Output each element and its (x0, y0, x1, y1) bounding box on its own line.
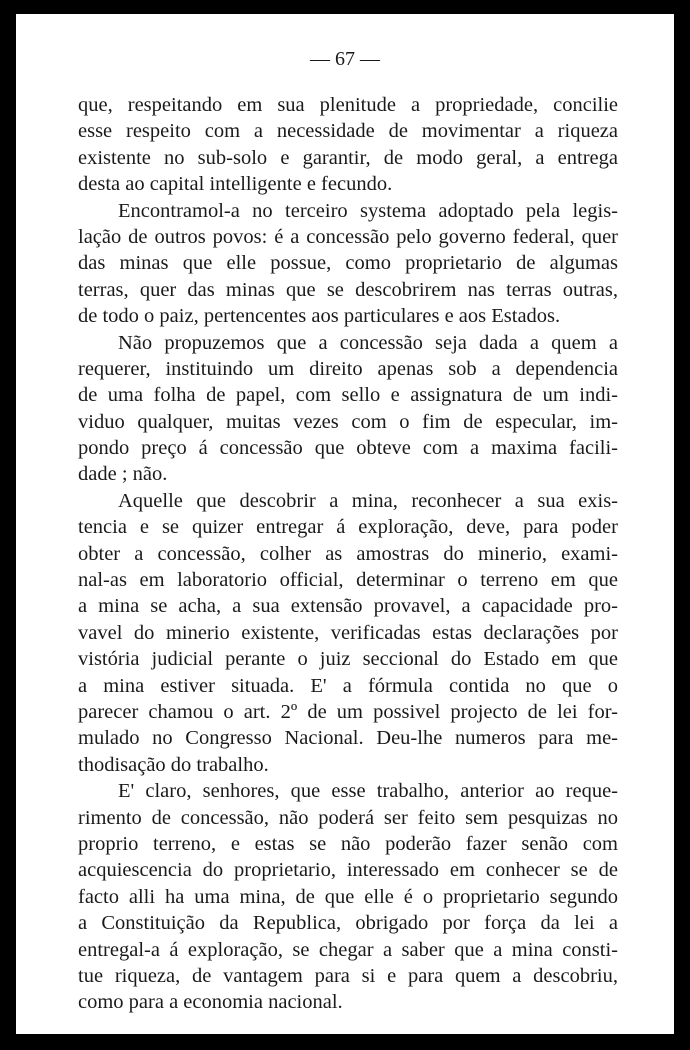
text-line: viduo qualquer, muitas vezes com o fim de especular, im- (78, 410, 618, 433)
page-number: — 67 — (310, 48, 380, 70)
text-line: facto alli ha uma mina, de que elle é o proprietario segundo (78, 885, 618, 908)
text-line: tencia e se quizer entregar á exploração, deve, para poder (78, 516, 618, 539)
text-line: existente no sub-solo e garantir, de modo geral, a entrega (78, 146, 618, 169)
text-line: que, respeitando em sua plenitude a propriedade, concilie (78, 94, 618, 116)
text-line: dade ; não. (78, 463, 168, 486)
text-line: como para a economia nacional. (78, 991, 343, 1014)
text-line: lação de outros povos: é a concessão pelo governo federal, quer (78, 225, 618, 248)
text-line: desta ao capital intelligente e fecundo. (78, 173, 393, 196)
text-line: Não propuzemos que a concessão seja dada a quem a (118, 331, 618, 354)
book-page (16, 14, 674, 1034)
text-line: proprio terreno, e estas se não poderão fazer senão com (78, 832, 618, 855)
text-line: requerer, instituindo um direito apenas sob a dependencia (78, 357, 618, 380)
text-line: Aquelle que descobrir a mina, reconhecer a sua exis- (118, 489, 618, 512)
text-line: de uma folha de papel, com sello e assignatura de um indi- (78, 384, 618, 407)
paragraph (78, 92, 618, 198)
text-line: de todo o paiz, pertencentes aos particulares e aos Estados. (78, 305, 561, 328)
text-line: entregal-a á exploração, se chegar a saber que a mina consti- (78, 938, 618, 961)
text-line: vistória judicial perante o juiz seccional do Estado em que (78, 648, 618, 671)
text-line: parecer chamou o art. 2º de um possivel projecto de lei for- (78, 700, 618, 723)
text-line: esse respeito com a necessidade de movimentar a riqueza (78, 120, 618, 143)
text-line: a Constituição da Republica, obrigado por força da lei a (78, 912, 618, 935)
text-line: Encontramol-a no terceiro systema adoptado pela legis- (118, 199, 618, 222)
text-line: das minas que elle possue, como proprietario de algumas (78, 252, 618, 275)
text-line: vavel do minerio existente, verificadas estas declarações por (78, 621, 618, 644)
text-line: terras, quer das minas que se descobrirem nas terras outras, (78, 278, 618, 301)
text-line: rimento de concessão, não poderá ser feito sem pesquizas no (78, 806, 618, 829)
paragraph (78, 198, 618, 330)
text-line: mulado no Congresso Nacional. Deu-lhe numeros para me- (78, 727, 618, 750)
paragraph (78, 778, 618, 1016)
text-line: tue riqueza, de vantagem para si e para quem a descobriu, (78, 964, 618, 987)
text-line: nal-as em laboratorio official, determinar o terreno em que (78, 569, 618, 592)
text-line: a mina se acha, a sua extensão provavel, a capacidade pro- (78, 595, 618, 618)
text-line: E' claro, senhores, que esse trabalho, anterior ao reque- (118, 780, 618, 803)
text-line: acquiescencia do proprietario, interessado em conhecer se de (78, 859, 618, 882)
text-line: thodisação do trabalho. (78, 753, 269, 776)
text-line: a mina estiver situada. E' a fórmula contida no que o (78, 674, 618, 697)
body-text (78, 92, 618, 1016)
paragraph (78, 488, 618, 778)
text-line: obter a concessão, colher as amostras do minerio, exami- (78, 542, 618, 565)
text-line: pondo preço á concessão que obteve com a maxima facili- (78, 437, 618, 460)
paragraph (78, 330, 618, 488)
